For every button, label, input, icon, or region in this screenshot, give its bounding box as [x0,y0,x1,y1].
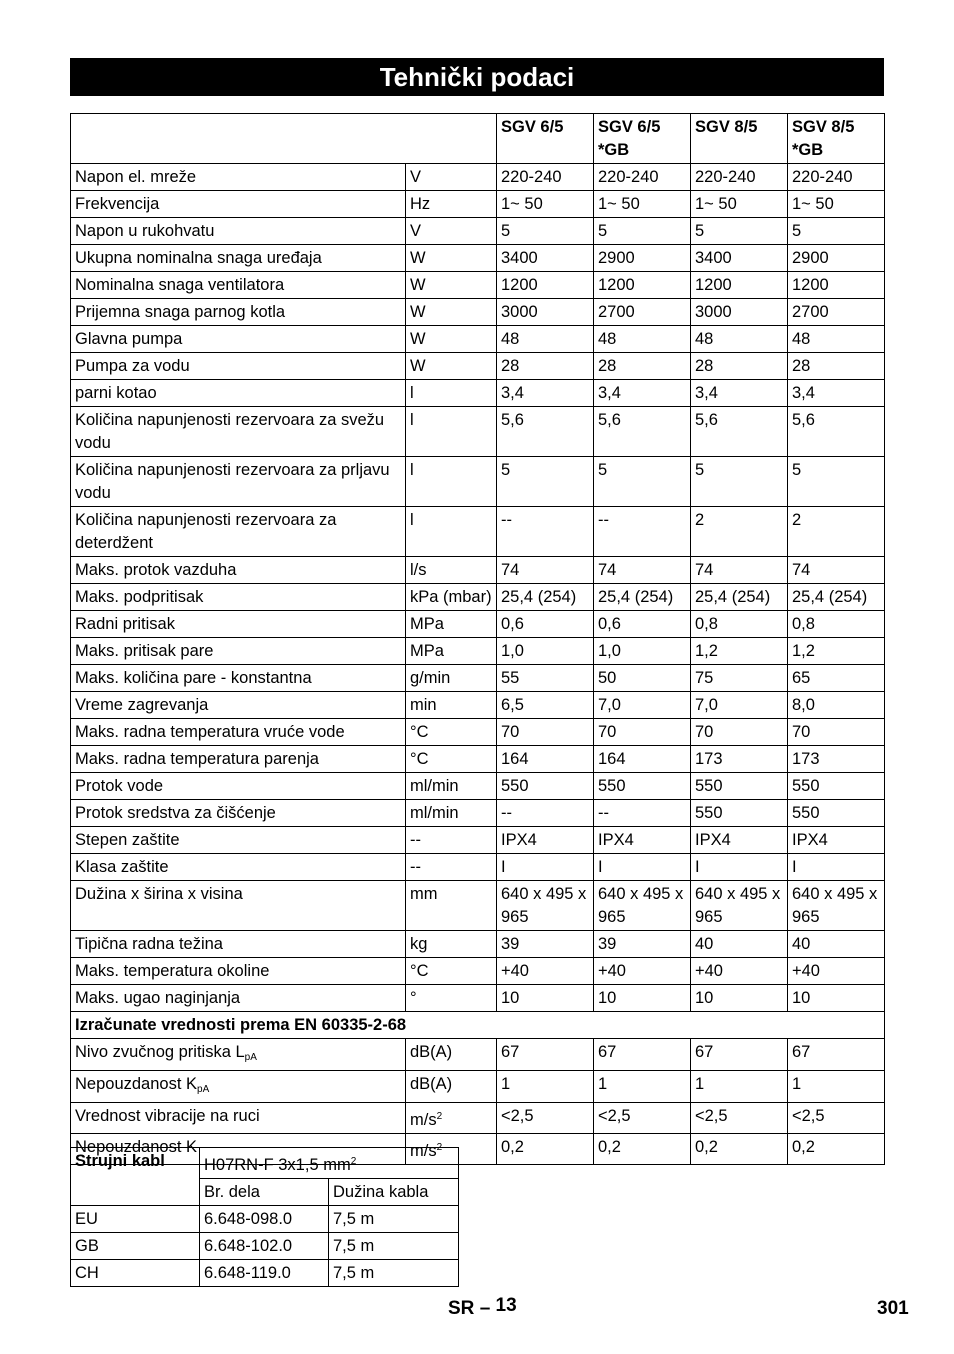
row-value: 5 [594,218,691,245]
row-value: 67 [497,1039,594,1071]
part-number: 6.648-102.0 [200,1233,329,1260]
row-value: 173 [691,746,788,773]
row-unit: W [406,353,497,380]
row-value: 74 [497,557,594,584]
row-label [71,1071,406,1103]
table-row [71,407,885,457]
row-unit: ml/min [406,800,497,827]
row-value: 0,2 [788,1134,885,1165]
table-row [71,557,885,584]
row-value: 3,4 [691,380,788,407]
row-value: 1,0 [594,638,691,665]
row-value: I [788,854,885,881]
row-unit: MPa [406,638,497,665]
row-value: 28 [788,353,885,380]
model-column-header: SGV 8/5 *GB [788,114,885,164]
row-value: 67 [594,1039,691,1071]
row-value: 1~ 50 [497,191,594,218]
row-label: Glavna pumpa [71,326,406,353]
row-value: <2,5 [788,1103,885,1134]
table-row [71,719,885,746]
table-row [71,665,885,692]
row-value: 3400 [691,245,788,272]
table-row [71,692,885,719]
table-row [71,1206,459,1233]
row-value: 28 [691,353,788,380]
table-row [71,245,885,272]
part-number-header: Br. dela [200,1179,329,1206]
row-value: 6,5 [497,692,594,719]
row-value: 1200 [594,272,691,299]
row-label: Protok vode [71,773,406,800]
country-code: EU [71,1206,200,1233]
cable-length: 7,5 m [329,1206,459,1233]
row-value: 70 [691,719,788,746]
row-value: 5 [691,218,788,245]
row-value: -- [594,800,691,827]
row-label: Količina napunjenosti rezervoara za deterdžent [71,507,406,557]
row-value: 7,0 [691,692,788,719]
table-row [71,1233,459,1260]
header-empty-cell [71,114,497,164]
table-row [71,854,885,881]
row-value: 74 [788,557,885,584]
section-row [71,1012,885,1039]
row-unit [406,1039,497,1071]
row-unit: °C [406,719,497,746]
row-value: -- [594,507,691,557]
row-value: 173 [788,746,885,773]
row-value: +40 [497,958,594,985]
row-value: 70 [788,719,885,746]
row-value: 2900 [594,245,691,272]
row-value: 50 [594,665,691,692]
row-value: 48 [788,326,885,353]
row-unit: min [406,692,497,719]
row-value: 164 [497,746,594,773]
row-label: Napon u rukohvatu [71,218,406,245]
row-label: parni kotao [71,380,406,407]
row-label: Dužina x širina x visina [71,881,406,931]
row-label: Frekvencija [71,191,406,218]
table-row [71,164,885,191]
row-value: 220-240 [691,164,788,191]
row-value: 5 [497,218,594,245]
row-value: I [594,854,691,881]
row-value: 65 [788,665,885,692]
row-label-text: Vrednost vibracije na ruci [75,1107,260,1125]
row-value: 10 [594,985,691,1012]
row-value: -- [497,800,594,827]
row-value: 5 [788,218,885,245]
row-label: Radni pritisak [71,611,406,638]
row-value: 0,6 [594,611,691,638]
row-unit: kg [406,931,497,958]
row-value: I [497,854,594,881]
row-value: 70 [497,719,594,746]
row-label: Maks. ugao naginjanja [71,985,406,1012]
row-value: 40 [691,931,788,958]
table-row [71,457,885,507]
table-row [71,931,885,958]
country-code: GB [71,1233,200,1260]
row-value: 5 [691,457,788,507]
row-value: IPX4 [691,827,788,854]
row-label: Klasa zaštite [71,854,406,881]
country-code: CH [71,1260,200,1287]
row-unit-text: m/s [410,1111,437,1129]
row-value: 550 [691,773,788,800]
row-value: 550 [497,773,594,800]
table-row [71,272,885,299]
unit-superscript: 2 [436,1142,443,1153]
table-row [71,611,885,638]
row-value: 39 [594,931,691,958]
row-label [71,1103,406,1134]
model-column-header: SGV 6/5 *GB [594,114,691,164]
row-value: 1 [788,1071,885,1103]
row-value: 5,6 [497,407,594,457]
row-value: 67 [788,1039,885,1071]
row-value: 1200 [497,272,594,299]
row-value: 2900 [788,245,885,272]
row-value: 640 x 495 x 965 [788,881,885,931]
row-value: 3000 [691,299,788,326]
row-unit: V [406,164,497,191]
row-value: 2700 [788,299,885,326]
cable-length: 7,5 m [329,1260,459,1287]
row-value: 550 [788,773,885,800]
footer-dash: – [479,1298,491,1319]
row-unit: V [406,218,497,245]
row-value: 1200 [788,272,885,299]
row-value: 5 [788,457,885,507]
row-label: Maks. temperatura okoline [71,958,406,985]
row-unit: l/s [406,557,497,584]
row-value: 3000 [497,299,594,326]
row-value: 74 [691,557,788,584]
table-row [71,1071,885,1103]
table-row [71,584,885,611]
row-value: 3,4 [594,380,691,407]
row-value: 550 [788,800,885,827]
row-label: Maks. radna temperatura vruće vode [71,719,406,746]
row-label: Stepen zaštite [71,827,406,854]
row-value: 0,2 [691,1134,788,1165]
row-value: 220-240 [788,164,885,191]
row-label: Maks. količina pare - konstantna [71,665,406,692]
row-unit: -- [406,827,497,854]
row-value: +40 [691,958,788,985]
table-row [71,827,885,854]
row-value: 70 [594,719,691,746]
row-label: Prijemna snaga parnog kotla [71,299,406,326]
row-value: 48 [691,326,788,353]
row-value: 220-240 [497,164,594,191]
row-value: I [691,854,788,881]
row-value: 48 [594,326,691,353]
row-label-text: Nepouzdanost K [75,1075,198,1093]
row-unit: l [406,457,497,507]
model-column-header: SGV 6/5 [497,114,594,164]
row-value: 5 [497,457,594,507]
row-label-text: Nivo zvučnog pritiska L [75,1043,245,1061]
row-label: Napon el. mreže [71,164,406,191]
row-unit: °C [406,746,497,773]
row-value: 1,2 [788,638,885,665]
row-unit: W [406,272,497,299]
row-label: Pumpa za vodu [71,353,406,380]
table-row [71,218,885,245]
row-value: 5 [594,457,691,507]
row-value: IPX4 [788,827,885,854]
row-value: 25,4 (254) [788,584,885,611]
row-value: 39 [497,931,594,958]
row-value: 25,4 (254) [594,584,691,611]
row-unit: l [406,380,497,407]
row-value: 1,0 [497,638,594,665]
unit-superscript: 2 [436,1111,443,1122]
row-value: 40 [788,931,885,958]
table-row [71,1103,885,1134]
row-value: <2,5 [497,1103,594,1134]
row-value: 1~ 50 [594,191,691,218]
row-label [71,1039,406,1071]
page-title: Tehnički podaci [70,58,884,96]
table-row [71,1260,459,1287]
row-unit: l [406,407,497,457]
label-subscript: pA [244,1052,257,1063]
row-value: 25,4 (254) [497,584,594,611]
row-value: 28 [594,353,691,380]
row-value: 10 [788,985,885,1012]
row-value: 2 [691,507,788,557]
row-value: 5,6 [594,407,691,457]
footer-local-page: 13 [495,1295,517,1316]
row-value: 550 [691,800,788,827]
row-value: +40 [594,958,691,985]
row-value: 67 [691,1039,788,1071]
row-value: 0,2 [497,1134,594,1165]
row-value: 2 [788,507,885,557]
row-value: 550 [594,773,691,800]
row-label: Protok sredstva za čišćenje [71,800,406,827]
row-label: Vreme zagrevanja [71,692,406,719]
row-label: Maks. radna temperatura parenja [71,746,406,773]
table-row [71,380,885,407]
row-label-text: Nepouzdanost K [75,1138,198,1156]
row-unit: W [406,245,497,272]
row-value: <2,5 [691,1103,788,1134]
row-value: 10 [691,985,788,1012]
row-unit: mm [406,881,497,931]
table-row [71,958,885,985]
cable-length: 7,5 m [329,1233,459,1260]
cable-header-label: Strujni kabl [71,1148,200,1206]
row-unit [406,1071,497,1103]
table-row [71,299,885,326]
row-unit [406,1103,497,1134]
row-value: 10 [497,985,594,1012]
row-value: 220-240 [594,164,691,191]
row-unit: g/min [406,665,497,692]
cable-header-row [71,1148,459,1179]
label-subscript: pA [197,1084,210,1095]
row-value: 640 x 495 x 965 [691,881,788,931]
footer-language: SR [448,1298,475,1319]
row-value: 1~ 50 [788,191,885,218]
cable-length-header: Dužina kabla [329,1179,459,1206]
row-value: 1,2 [691,638,788,665]
row-value: 1 [691,1071,788,1103]
row-value: <2,5 [594,1103,691,1134]
table-row [71,507,885,557]
table-header-row [71,114,885,164]
row-value: 0,8 [788,611,885,638]
row-unit: MPa [406,611,497,638]
row-unit: W [406,299,497,326]
row-value: 28 [497,353,594,380]
row-value: 25,4 (254) [691,584,788,611]
footer-page-number: 301 [877,1298,909,1319]
row-value: 8,0 [788,692,885,719]
power-cable-table [70,1147,459,1287]
model-column-header: SGV 8/5 [691,114,788,164]
row-unit: l [406,507,497,557]
row-value: 164 [594,746,691,773]
cable-type-text: H07RN-F 3x1,5 mm [204,1156,351,1174]
row-value: 5,6 [788,407,885,457]
row-value: 0,6 [497,611,594,638]
row-unit: °C [406,958,497,985]
row-value: 55 [497,665,594,692]
row-label: Nominalna snaga ventilatora [71,272,406,299]
table-row [71,326,885,353]
section-heading: Izračunate vrednosti prema EN 60335-2-68 [71,1012,885,1039]
row-value: 3400 [497,245,594,272]
row-value: 0,2 [594,1134,691,1165]
part-number: 6.648-119.0 [200,1260,329,1287]
row-unit: ml/min [406,773,497,800]
row-value: 640 x 495 x 965 [594,881,691,931]
row-value: 2700 [594,299,691,326]
row-label: Maks. pritisak pare [71,638,406,665]
row-value: 1 [497,1071,594,1103]
row-value: IPX4 [497,827,594,854]
row-unit: -- [406,854,497,881]
row-unit: ° [406,985,497,1012]
table-row [71,353,885,380]
row-unit-text: dB(A) [410,1075,453,1093]
row-value: -- [497,507,594,557]
row-value: 3,4 [788,380,885,407]
table-row [71,800,885,827]
row-value: 640 x 495 x 965 [497,881,594,931]
row-label: Ukupna nominalna snaga uređaja [71,245,406,272]
table-row [71,881,885,931]
table-row [71,638,885,665]
row-value: 75 [691,665,788,692]
row-value: 1 [594,1071,691,1103]
table-row [71,985,885,1012]
row-value: 0,8 [691,611,788,638]
footer-language-page [448,1295,517,1320]
row-value: 74 [594,557,691,584]
row-label: Maks. podpritisak [71,584,406,611]
cable-type-superscript: 2 [350,1156,357,1167]
row-unit: kPa (mbar) [406,584,497,611]
row-unit-text: m/s [410,1142,437,1160]
row-value: 1~ 50 [691,191,788,218]
row-value: 1200 [691,272,788,299]
part-number: 6.648-098.0 [200,1206,329,1233]
row-value: 7,0 [594,692,691,719]
row-label: Tipična radna težina [71,931,406,958]
table-row [71,1039,885,1071]
row-value: +40 [788,958,885,985]
row-value: 3,4 [497,380,594,407]
row-value: 48 [497,326,594,353]
cable-type [200,1148,459,1179]
row-unit-text: dB(A) [410,1043,453,1061]
row-label: Maks. protok vazduha [71,557,406,584]
table-row [71,773,885,800]
row-value: IPX4 [594,827,691,854]
table-row [71,746,885,773]
row-value: 5,6 [691,407,788,457]
row-label: Količina napunjenosti rezervoara za svežu vodu [71,407,406,457]
row-unit: Hz [406,191,497,218]
technical-data-table [70,113,885,1165]
row-unit: W [406,326,497,353]
row-label: Količina napunjenosti rezervoara za prljavu vodu [71,457,406,507]
table-row [71,191,885,218]
